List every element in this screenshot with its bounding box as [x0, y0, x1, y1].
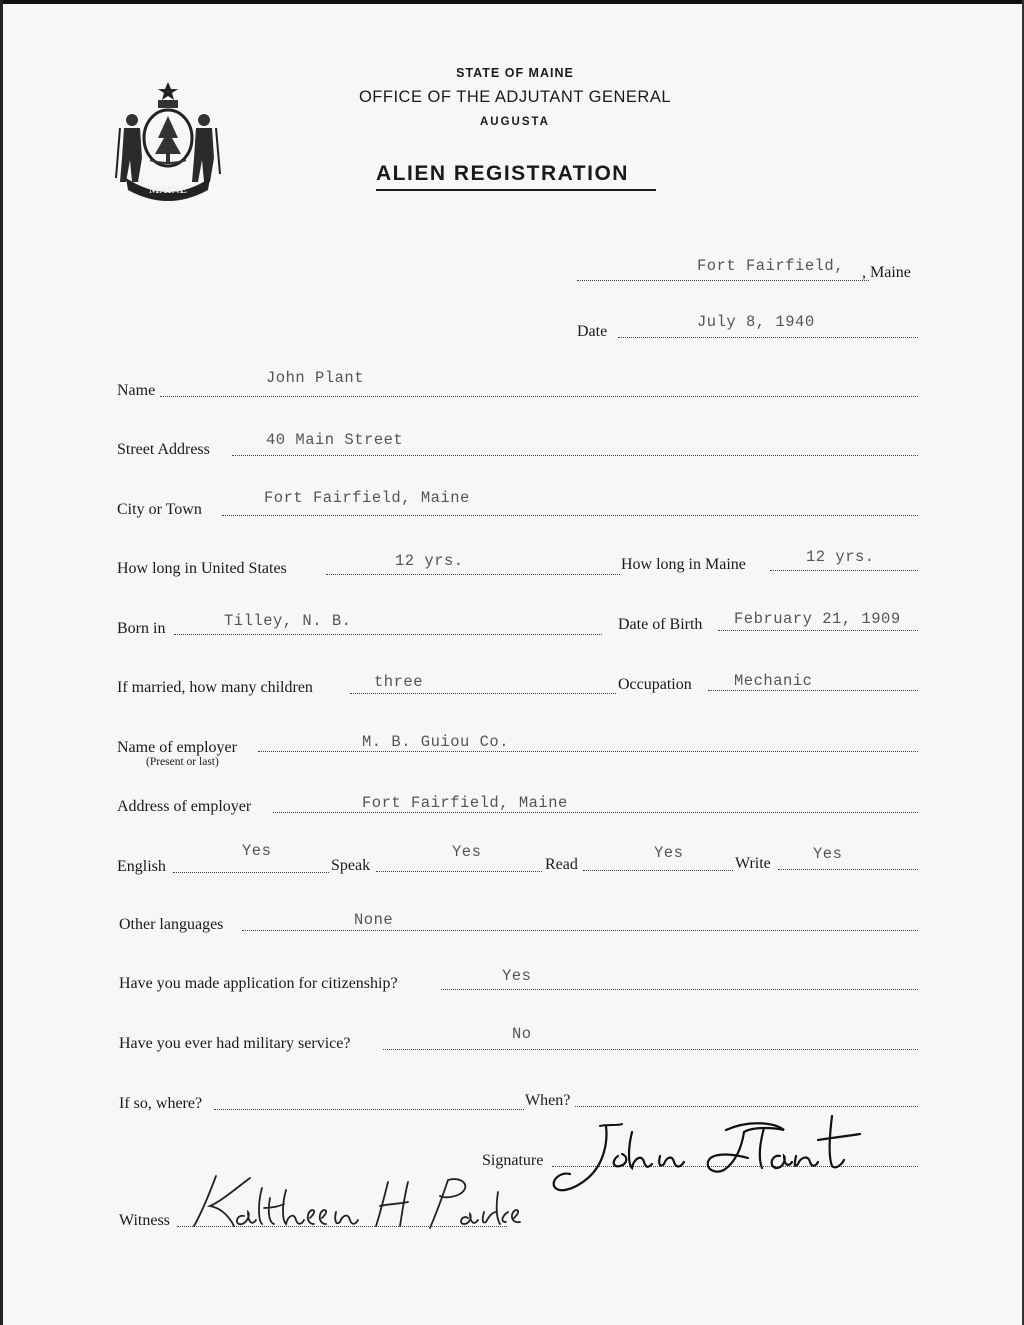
- date-label: Date: [577, 323, 608, 340]
- occupation-line: [708, 690, 918, 691]
- where-line[interactable]: [214, 1109, 524, 1110]
- speak-value[interactable]: Yes: [452, 843, 482, 861]
- street-address-label: Street Address: [117, 441, 210, 458]
- citizenship-line: [441, 989, 918, 990]
- title-underline: [376, 189, 656, 191]
- street-address-line: [232, 455, 918, 456]
- read-line: [583, 870, 733, 871]
- state-seal-icon: [112, 78, 224, 203]
- employer-label: Name of employer: [117, 739, 237, 756]
- how-long-us-value[interactable]: 12 yrs.: [395, 552, 464, 570]
- place-suffix: , Maine: [862, 264, 911, 281]
- how-long-us-line: [326, 574, 620, 575]
- english-value[interactable]: Yes: [242, 842, 272, 860]
- born-in-label: Born in: [117, 620, 166, 637]
- write-label: Write: [735, 855, 771, 872]
- other-languages-value[interactable]: None: [354, 911, 394, 929]
- where-label: If so, where?: [119, 1095, 203, 1112]
- city-label: City or Town: [117, 501, 202, 518]
- date-value[interactable]: July 8, 1940: [697, 313, 815, 331]
- how-long-maine-label: How long in Maine: [621, 556, 746, 573]
- scan-border-top: [0, 0, 1024, 4]
- witness-label: Witness: [119, 1212, 170, 1229]
- place-line: [577, 280, 869, 281]
- witness-handwriting[interactable]: [176, 1168, 526, 1238]
- employer-value[interactable]: M. B. Guiou Co.: [362, 733, 510, 751]
- name-line: [160, 396, 918, 397]
- when-label: When?: [525, 1092, 571, 1109]
- citizenship-label: Have you made application for citizenship?: [119, 975, 398, 992]
- name-label: Name: [117, 382, 156, 399]
- military-label: Have you ever had military service?: [119, 1035, 351, 1052]
- employer-address-line: [273, 812, 918, 813]
- military-line: [383, 1049, 918, 1050]
- write-value[interactable]: Yes: [813, 845, 843, 863]
- read-label: Read: [545, 856, 578, 873]
- date-line: [618, 337, 918, 338]
- signature-handwriting[interactable]: [548, 1112, 874, 1204]
- speak-label: Speak: [331, 857, 371, 874]
- born-in-line: [174, 634, 602, 635]
- other-languages-label: Other languages: [119, 916, 224, 933]
- other-languages-line: [242, 930, 918, 931]
- place-value[interactable]: Fort Fairfield,: [697, 257, 845, 275]
- city-line: [222, 515, 918, 516]
- military-value[interactable]: No: [512, 1025, 532, 1043]
- how-long-maine-value[interactable]: 12 yrs.: [806, 548, 875, 566]
- when-line[interactable]: [575, 1106, 918, 1107]
- signature-label: Signature: [482, 1152, 544, 1169]
- children-label: If married, how many children: [117, 679, 313, 696]
- name-value[interactable]: John Plant: [266, 369, 365, 387]
- office-heading: OFFICE OF THE ADJUTANT GENERAL: [358, 88, 672, 106]
- write-line: [778, 869, 918, 870]
- employer-line: [258, 751, 918, 752]
- seal-text: MAINE: [149, 184, 187, 196]
- speak-line: [376, 871, 542, 872]
- date-of-birth-value[interactable]: February 21, 1909: [734, 610, 901, 628]
- state-heading: STATE OF MAINE: [456, 66, 574, 80]
- city-heading: AUGUSTA: [479, 116, 550, 128]
- date-of-birth-label: Date of Birth: [618, 616, 703, 633]
- employer-address-value[interactable]: Fort Fairfield, Maine: [362, 794, 568, 812]
- employer-sublabel: (Present or last): [146, 756, 219, 768]
- children-line: [350, 693, 616, 694]
- form-title: ALIEN REGISTRATION: [376, 162, 629, 185]
- english-line: [173, 872, 329, 873]
- occupation-label: Occupation: [618, 676, 692, 693]
- children-value[interactable]: three: [374, 673, 424, 691]
- occupation-value[interactable]: Mechanic: [734, 672, 813, 690]
- english-label: English: [117, 858, 166, 875]
- citizenship-value[interactable]: Yes: [502, 967, 532, 985]
- city-value[interactable]: Fort Fairfield, Maine: [264, 489, 470, 507]
- employer-address-label: Address of employer: [117, 798, 252, 815]
- born-in-value[interactable]: Tilley, N. B.: [224, 612, 352, 630]
- date-of-birth-line: [718, 630, 918, 631]
- street-address-value[interactable]: 40 Main Street: [266, 431, 404, 449]
- read-value[interactable]: Yes: [654, 844, 684, 862]
- how-long-us-label: How long in United States: [117, 560, 287, 577]
- how-long-maine-line: [770, 570, 918, 571]
- scan-border-left: [0, 0, 3, 1325]
